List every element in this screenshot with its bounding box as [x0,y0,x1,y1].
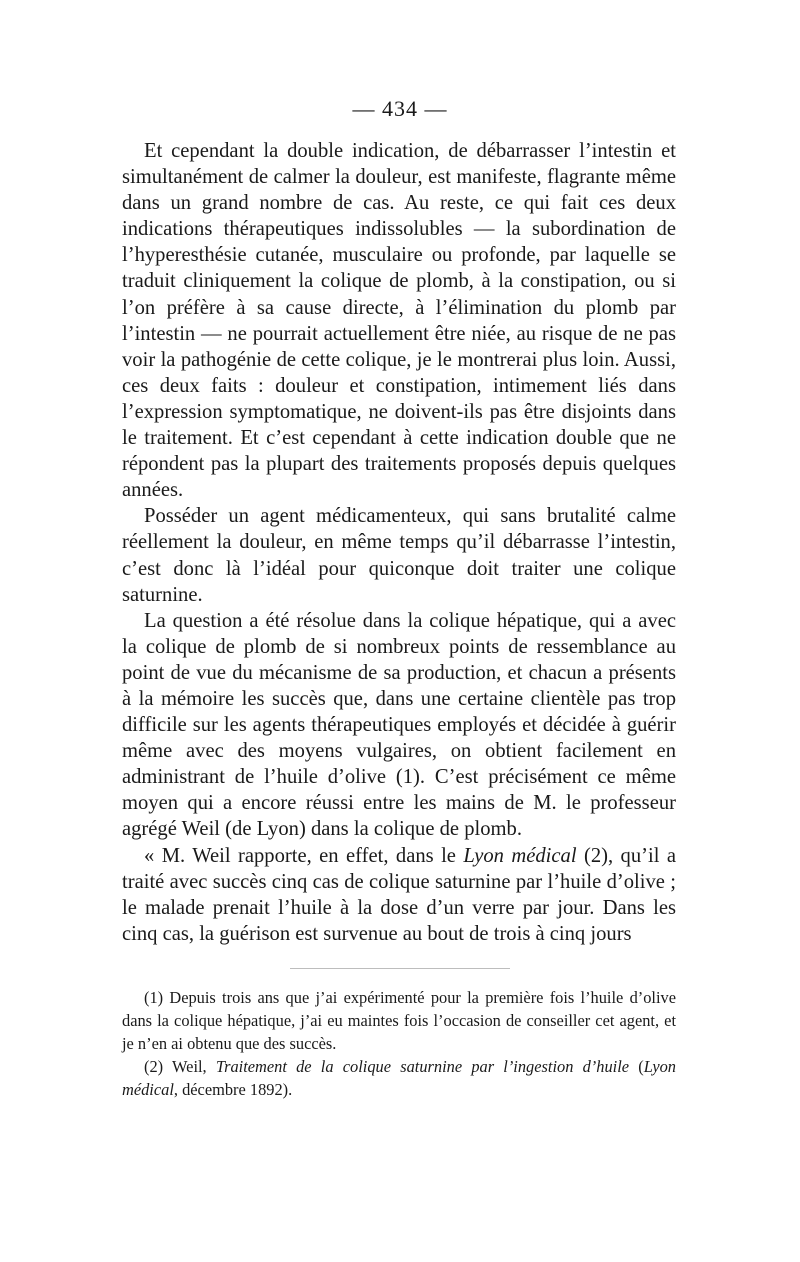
footnote-divider [290,968,510,969]
footnote-2-title: Traitement de la colique saturnine par l’ingestion d’huile [215,1057,630,1076]
page-number: — 434 — [352,96,448,121]
paragraph: La question a été résolue dans la colique hépatique, qui a avec la colique de plomb de si nombreux points de ressemblance au point de vue du mécanisme de sa production, et chacun a présents à la mémoire les succès que, dans une certaine clientèle pas trop difficile sur les agents thérapeutiques employés et décidée à guérir même avec des moyens vulgaires, on obtient facilement en administrant de l’huile d’olive (1). C’est précisément ce même moyen qui a encore réussi entre les mains de M. le professeur agrégé Weil (de Lyon) dans la colique de plomb. [122,609,676,841]
footnotes [122,986,676,1101]
quote-start: « M. Weil rapporte, en effet, dans le [144,844,464,867]
footnote-2-suffix: , décembre 1892). [173,1080,293,1099]
paragraph: Posséder un agent médicamenteux, qui sans brutalité calme réellement la douleur, en même temps qu’il débarrasse l’intestin, c’est donc là l’idéal pour quiconque doit traiter une colique saturnine. [122,505,676,606]
footnote-1: (1) Depuis trois ans que j’ai expérimenté pour la première fois l’huile d’olive dans la colique hépatique, j’ai eu maintes fois l’occasion de conseiller cet agent, et je n’en ai obtenu que des succès. [122,988,676,1053]
main-text [122,138,676,947]
quote-rest: (2), qu’il a traité avec succès cinq cas de colique saturnine par l’huile d’olive ; le malade prenait l’huile à la dose d’un verre par jour. Dans les cinq cas, la guérison est survenue au bout de trois à cinq jours [122,844,676,945]
footnote-2-prefix: (2) Weil, [144,1057,216,1076]
footnote-2-paren: ( [629,1057,644,1076]
journal-title: Lyon médical [463,844,577,867]
quote-paragraph [122,843,676,947]
footnote-2-journal: Lyon médical [122,1057,676,1099]
paragraph: Et cependant la double indication, de débarrasser l’intestin et simultanément de calmer la douleur, est manifeste, flagrante même dans un grand nombre de cas. Au reste, ce qui fait ces deux indications thérapeutiques indissolubles — la subordination de l’hyperesthésie cutanée, musculaire ou profonde, par laquelle se traduit cliniquement la colique de plomb, à la constipation, ou si l’on préfère à sa cause directe, à l’élimination du plomb par l’intestin — ne pourrait actuellement être niée, au risque de ne pas voir la pathogénie de cette colique, je le montrerai plus loin. Aussi, ces deux faits : douleur et constipation, intimement liés dans l’expression symptomatique, ne doivent-ils pas être disjoints dans le traitement. Et c’est cependant à cette indication double que ne répondent pas la plupart des traitements proposés depuis quelques années. [122,140,676,502]
footnote-2 [122,1055,676,1101]
